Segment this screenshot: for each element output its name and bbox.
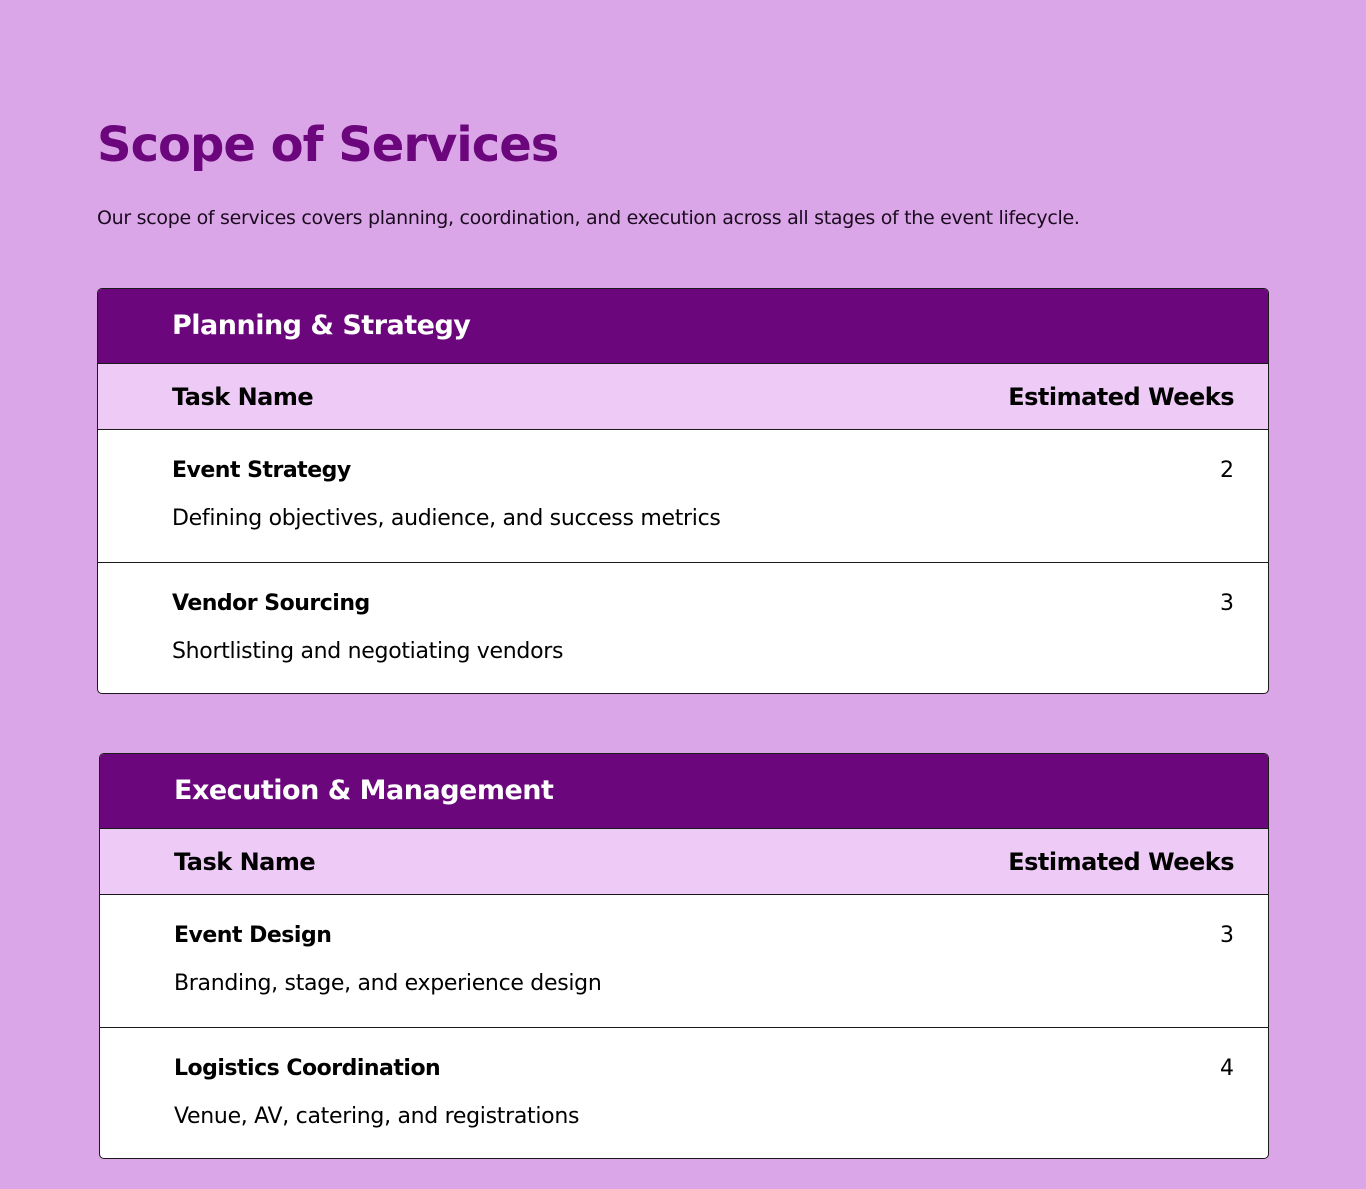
- table-header: [100, 828, 1268, 895]
- task-name: Event Design: [174, 923, 332, 948]
- task-name: Logistics Coordination: [174, 1056, 441, 1081]
- task-weeks: 4: [1220, 1056, 1234, 1081]
- task-description: Venue, AV, catering, and registrations: [174, 1104, 580, 1129]
- column-header-task-name: Task Name: [174, 847, 316, 876]
- table-row: [100, 1027, 1268, 1159]
- intro-text: Our scope of services covers planning, coordination, and execution across all stages of the event lifecycle.: [97, 207, 1080, 229]
- column-header-estimated-weeks: Estimated Weeks: [1008, 382, 1234, 411]
- column-header-task-name: Task Name: [172, 382, 314, 411]
- task-description: Branding, stage, and experience design: [174, 971, 602, 996]
- section-planning-strategy: [97, 288, 1269, 694]
- table-row: [100, 895, 1268, 1027]
- page-title: Scope of Services: [97, 117, 559, 173]
- table-row: [98, 562, 1268, 694]
- section-heading: Planning & Strategy: [98, 289, 1268, 363]
- column-header-estimated-weeks: Estimated Weeks: [1008, 847, 1234, 876]
- task-name: Vendor Sourcing: [172, 591, 370, 616]
- table-row: [98, 430, 1268, 562]
- section-heading: Execution & Management: [100, 754, 1268, 828]
- table-header: [98, 363, 1268, 430]
- task-name: Event Strategy: [172, 458, 351, 483]
- task-description: Defining objectives, audience, and success metrics: [172, 506, 721, 531]
- task-weeks: 3: [1220, 591, 1234, 616]
- task-weeks: 2: [1220, 458, 1234, 483]
- task-description: Shortlisting and negotiating vendors: [172, 639, 564, 664]
- section-execution-management: [99, 753, 1269, 1159]
- task-weeks: 3: [1220, 923, 1234, 948]
